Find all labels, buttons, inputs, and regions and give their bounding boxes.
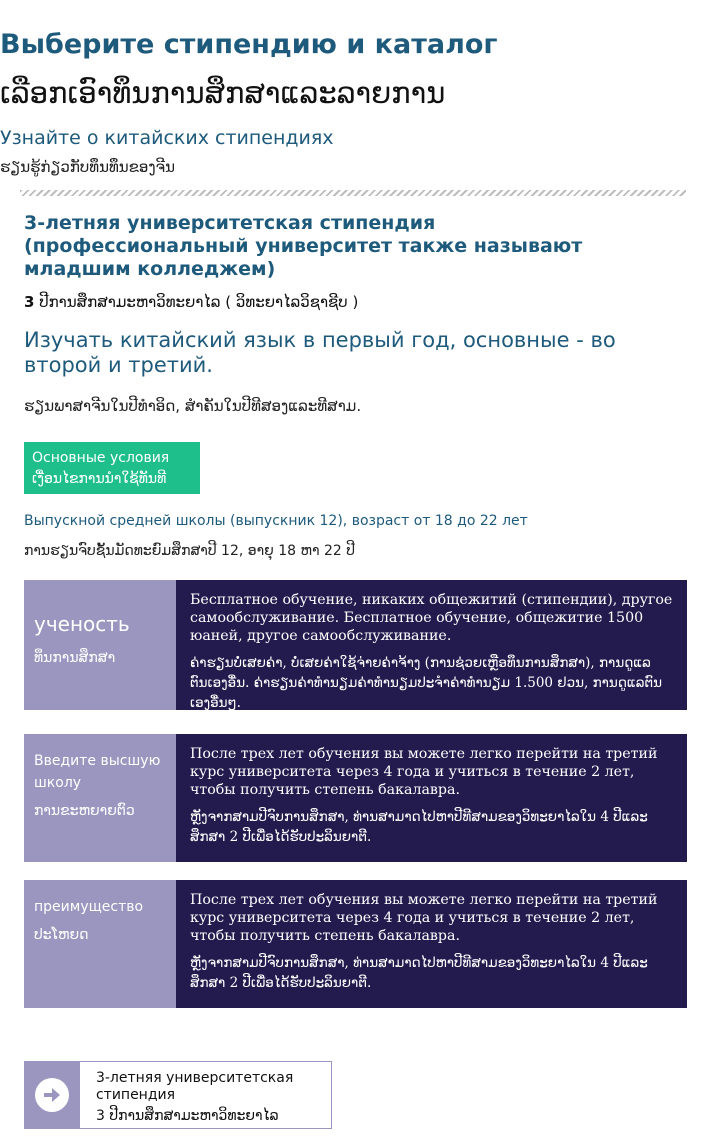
card-label-lao: ການຂະຫຍາຍຕົວ xyxy=(34,803,135,819)
card-text-lao: ຫຼັງຈາກສາມປີຈົບການສຶກສາ, ທ່ານສາມາດໄປຫາປີທີສາມຂອງວິທະຍາໄລໃນ 4 ປີແລະສຶກສາ 2 ປີເພື່ອໄດ້ຮັບປະລິນຍາຕີ. xyxy=(190,955,648,991)
card-side xyxy=(24,580,176,710)
section-divider xyxy=(20,190,686,196)
program-title-lao xyxy=(24,291,664,313)
card-body xyxy=(176,734,687,862)
card-text: После трех лет обучения вы можете легко перейти на третий курс университета через 4 года и учиться в течение 2 лет, чтобы получить степень бакалавра. xyxy=(190,892,658,944)
card-body xyxy=(176,880,687,1008)
card-text-lao: ຫຼັງຈາກສາມປີຈົບການສຶກສາ, ທ່ານສາມາດໄປຫາປີທີສາມຂອງວິທະຍາໄລໃນ 4 ປີແລະສຶກສາ 2 ປີເພື່ອໄດ້ຮັບປະລິນຍາຕີ. xyxy=(190,809,648,845)
program-lead: Изучать китайский язык в первый год, основные - во второй и третий. xyxy=(24,328,616,377)
card-text-lao: ຄ່າຮຽນບໍ່ເສຍຄ່າ, ບໍ່ເສຍຄ່າໃຊ້ຈ່າຍຄ່າຈ້າງ (ການຊ່ວຍເຫຼືອທຶນການສຶກສາ), ການດູແລຕົນເອງອື່ນ. ຄ່າຮຽນຄ່າທໍານຽມຄ່າທໍານຽມປະຈໍາຄ່າທໍານຽມ 1.500 ຢວນ, ການດູແລຕົນເອງອື່ນໆ. xyxy=(190,655,663,711)
card-advantage xyxy=(24,880,687,1008)
card-text: После трех лет обучения вы можете легко перейти на третий курс университета через 4 года и учиться в течение 2 лет, чтобы получить степень бакалавра. xyxy=(190,746,658,798)
program-lead-lao: ຮຽນພາສາຈີນໃນປີທໍາອິດ, ສໍາຄັນໃນປີທີສອງແລະທີສາມ. xyxy=(24,397,362,415)
card-side xyxy=(24,880,176,1008)
card-label-lao: ທຶນການສຶກສາ xyxy=(34,650,116,666)
card-body xyxy=(176,580,687,710)
page-title-lao: ເລືອກເອົາທຶນການສຶກສາແລະລາຍການ xyxy=(0,76,446,110)
requirements-badge-label: Основные условия xyxy=(32,450,170,466)
requirements-text: Выпускной средней школы (выпускник 12), возраст от 18 до 22 лет xyxy=(24,513,528,529)
card-label-lao: ປະໂຫຍດ xyxy=(34,927,89,943)
requirements-badge xyxy=(24,442,200,494)
arrow-right-icon xyxy=(35,1078,69,1112)
nav-link-label: 3-летняя университетская стипендия xyxy=(95,1070,294,1103)
nav-link-label-lao: 3 ປີການສຶກສາມະຫາວິທະຍາໄລ xyxy=(95,1108,279,1124)
page-subtitle: Узнайте о китайских стипендиях xyxy=(0,127,334,149)
program-title: 3-летняя университетская стипендия (профессиональный университет также называют младшим колледжем) xyxy=(24,212,583,280)
card-scholarship xyxy=(24,580,687,710)
card-text: Бесплатное обучение, никаких общежитий (стипендии), другое самообслуживание. Бесплатное обучение, общежитие 1500 юаней, другое самообслуживание. xyxy=(190,592,673,644)
nav-arrow-area[interactable] xyxy=(25,1062,80,1128)
nav-link-text[interactable] xyxy=(80,1062,331,1128)
page-subtitle-lao: ຮຽນຮູ້ກ່ຽວກັບທຶນທຶນຂອງຈີນ xyxy=(0,158,175,176)
requirements-text-lao: ການຮຽນຈົບຊັ້ນມັດທະຍົມສຶກສາປີ 12, ອາຍຸ 18 ຫາ 22 ປີ xyxy=(24,543,355,559)
card-side xyxy=(24,734,176,862)
card-higher-school xyxy=(24,734,687,862)
program-years: 3 xyxy=(24,293,35,311)
page-title: Выберите стипендию и каталог xyxy=(0,29,498,60)
card-label: Введите высшую школу xyxy=(34,753,161,791)
card-label: ученость xyxy=(34,612,130,636)
requirements-badge-label-lao: ເງື່ອນໄຂການນໍາໃຊ້ທັນທີ xyxy=(32,471,167,487)
program-title-lao-text: ປີການສຶກສາມະຫາວິທະຍາໄລ ( ວິທະຍາໄລວິຊາຊີບ ) xyxy=(39,293,359,311)
program-nav-link[interactable] xyxy=(24,1061,332,1129)
card-label: преимущество xyxy=(34,899,144,915)
